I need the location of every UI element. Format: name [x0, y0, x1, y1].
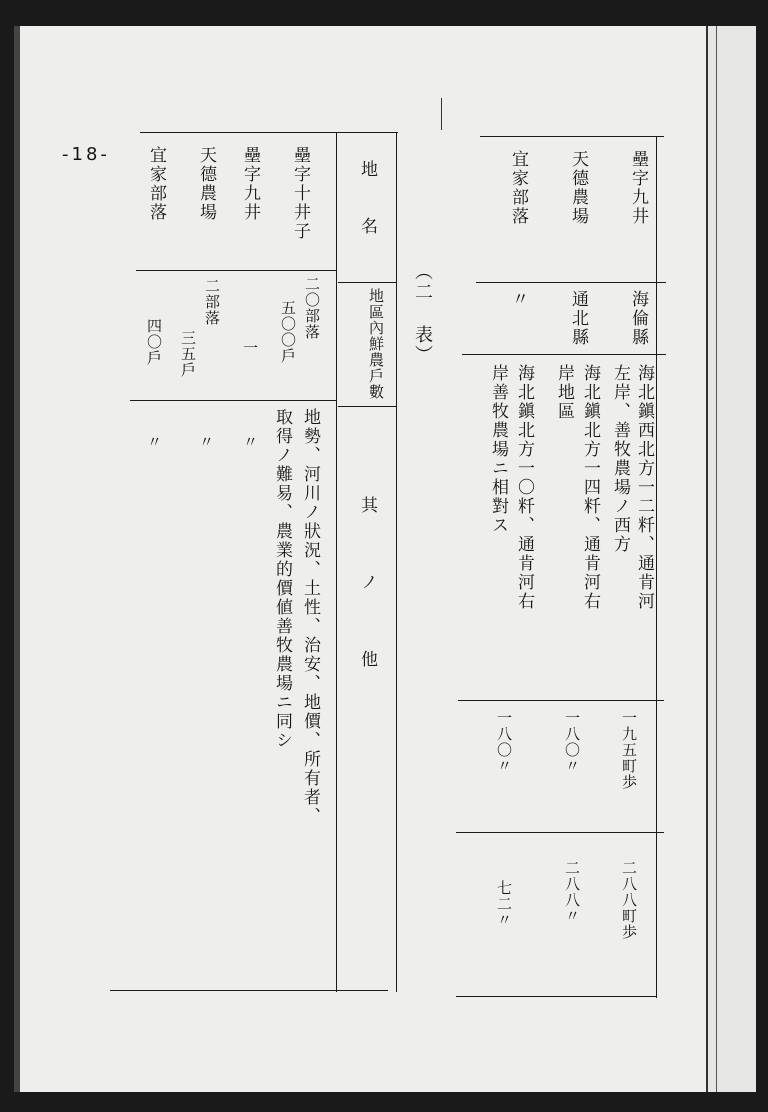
rt-row2-desc-1: 海北鎭北方一四粁、通肯河右 — [580, 364, 600, 611]
rt-row3-name: 宜家部落 — [508, 150, 528, 226]
lt-row3-name: 天德農場 — [196, 146, 216, 222]
right-table-rule-3 — [458, 700, 664, 701]
right-table-rule-1 — [476, 282, 666, 283]
left-header-rule-1 — [338, 282, 396, 283]
rt-row1-households: 二八八町歩 — [620, 860, 638, 940]
left-table-bottom-rule — [110, 990, 388, 991]
left-table-edge — [396, 132, 397, 992]
table-title: （二 表） — [412, 262, 433, 365]
lt-header-count: 地區內鮮農戶數 — [367, 288, 385, 400]
lt-row2-name: 壘字九井 — [240, 146, 260, 222]
lt-row3-other: 〃 — [197, 434, 215, 450]
lt-row4-other: 〃 — [145, 434, 163, 450]
right-table-rule-4 — [456, 832, 664, 833]
lt-header-other: 其ノ他 — [357, 496, 377, 727]
rt-row2-name: 天德農場 — [568, 150, 588, 226]
rt-row1-location: 海倫縣 — [628, 290, 648, 347]
right-table-rule-2 — [462, 354, 666, 355]
lt-row4-name: 宜家部落 — [146, 146, 166, 222]
lt-row1-count-2: 五〇〇戶 — [279, 300, 297, 364]
lt-row1-other-2: 取得ノ難易、農業的價値善牧農場ニ同シ — [272, 408, 292, 750]
left-table-rule-2 — [130, 400, 336, 401]
center-fold-mark — [441, 98, 442, 130]
rt-row1-area: 一九五町歩 — [620, 710, 638, 790]
rt-row3-area: 一八〇〃 — [495, 710, 513, 774]
rt-row2-location: 通北縣 — [568, 290, 588, 347]
lt-row3-count-2: 三五戶 — [179, 330, 197, 378]
rt-row2-area: 一八〇〃 — [563, 710, 581, 774]
book-spine — [706, 26, 756, 1092]
left-header-divider — [336, 132, 337, 992]
lt-row4-count: 四〇戶 — [145, 318, 163, 366]
lt-row2-count: 一 — [241, 340, 259, 356]
rt-row1-desc-1: 海北鎭西北方一二粁、通肯河 — [634, 364, 654, 611]
rt-row3-desc-2: 岸善牧農場ニ相對ス — [488, 364, 508, 535]
lt-header-name: 地名 — [357, 160, 377, 274]
lt-row3-count-1: 二部落 — [203, 278, 221, 326]
left-table-top-rule — [140, 132, 398, 133]
lt-row1-name: 壘字十井子 — [290, 146, 310, 241]
lt-row1-count-1: 二〇部落 — [303, 276, 321, 340]
left-header-rule-2 — [338, 406, 396, 407]
page-edge-shadow — [14, 26, 20, 1092]
rt-row3-location: 〃 — [508, 290, 528, 309]
rt-row3-desc-1: 海北鎭北方一〇粁、通肯河右 — [514, 364, 534, 611]
left-table-rule-1 — [136, 270, 336, 271]
rt-row3-households: 七二〃 — [495, 880, 513, 928]
lt-row2-other: 〃 — [241, 434, 259, 450]
right-table-edge — [656, 136, 657, 998]
rt-row2-desc-2: 岸地區 — [554, 364, 574, 421]
rt-row2-households: 二八八〃 — [563, 860, 581, 924]
lt-row1-other-1: 地勢、河川ノ狀況、土性、治安、地價、所有者、 — [300, 408, 320, 826]
right-table-top-rule — [480, 136, 664, 137]
rt-row1-desc-2: 左岸、善牧農場ノ西方 — [610, 364, 630, 554]
page-number: -18- — [62, 144, 110, 165]
right-table-bottom-rule — [456, 996, 656, 997]
rt-row1-name: 壘字九井 — [628, 150, 648, 226]
